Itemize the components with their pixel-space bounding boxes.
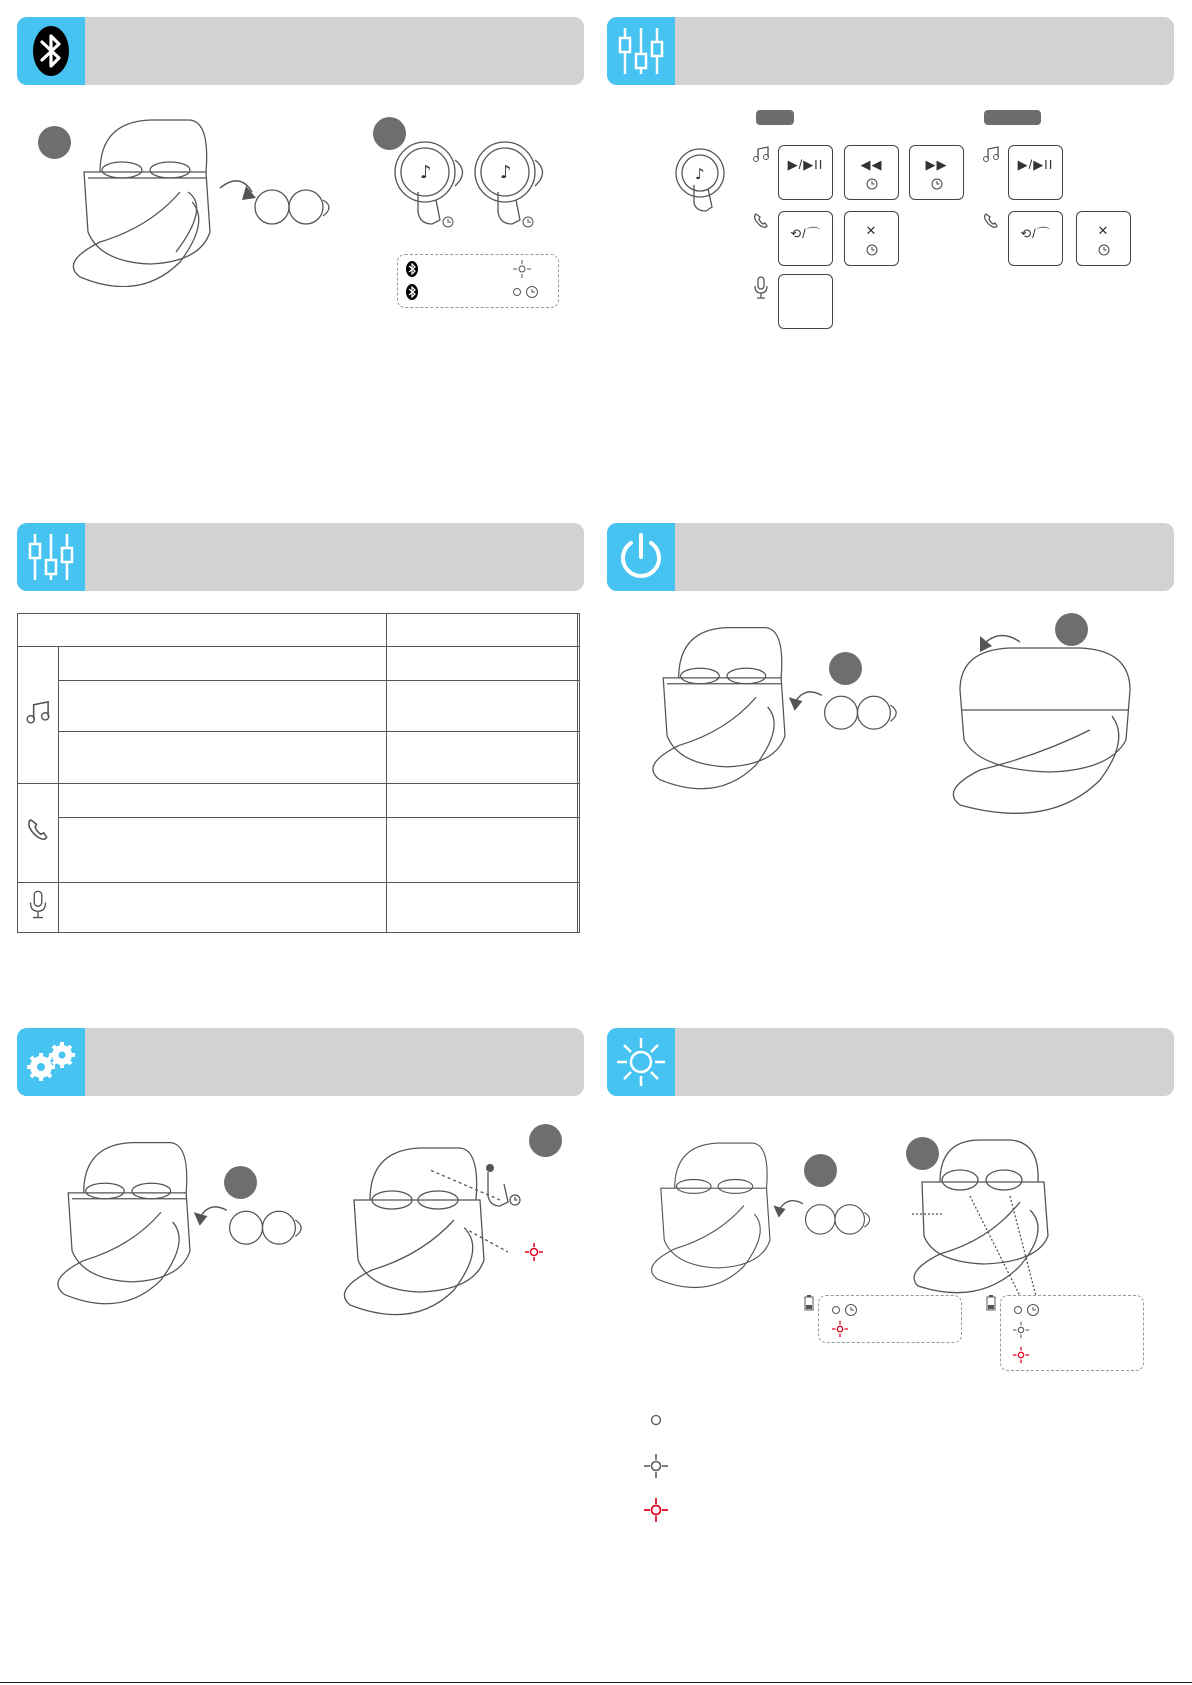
microphone-icon	[28, 887, 48, 923]
table-row	[18, 732, 580, 783]
legend-led-blinking-white-icon	[642, 1452, 670, 1480]
led-solid-clock-icon	[512, 285, 546, 299]
charging-case-open-illustration	[60, 112, 360, 287]
controls-banner	[607, 17, 1174, 85]
phone-icon	[25, 816, 51, 844]
page-bottom-rule	[0, 1682, 1192, 1683]
legend-led-blinking-red-icon	[642, 1496, 670, 1524]
led-blinking-red-icon	[831, 1320, 849, 1338]
pairing-status-box	[397, 254, 559, 308]
table-row	[18, 681, 580, 732]
led-solid-clock-icon	[1013, 1303, 1047, 1317]
earbuds-into-case-illustration	[45, 1132, 335, 1307]
controls-table-banner	[17, 523, 584, 591]
step-marker-2	[1055, 613, 1088, 646]
table-header-row	[18, 614, 580, 647]
case-reset-button-illustration	[340, 1140, 570, 1320]
legend-led-solid-icon	[649, 1413, 663, 1427]
earbud-touch-illustration	[670, 145, 740, 215]
next-symbol: ▶▶	[925, 157, 948, 172]
reject-symbol: ✕	[1097, 223, 1110, 238]
bluetooth-small-icon	[406, 284, 418, 300]
case-closed-illustration	[940, 620, 1140, 815]
clock-icon	[931, 178, 943, 190]
power-banner	[607, 523, 1174, 591]
step-marker-2	[529, 1124, 562, 1157]
step-marker-1	[804, 1154, 837, 1187]
phone-icon	[982, 212, 1000, 230]
earbuds-tap-illustration	[380, 140, 580, 240]
music-note-icon	[982, 145, 1000, 163]
svg-text:♪: ♪	[420, 162, 432, 183]
earbuds-into-case-illustration	[640, 1132, 900, 1292]
controls-table	[17, 613, 580, 933]
clock-icon	[866, 244, 878, 256]
music-note-icon	[752, 145, 770, 163]
answer-end-symbol: ⟲/⌒	[1020, 226, 1051, 241]
bluetooth-icon	[17, 17, 85, 85]
play-pause-button-left	[778, 145, 833, 200]
voice-assistant-button	[778, 274, 833, 329]
sliders-icon	[17, 523, 85, 591]
label-pill-left	[756, 110, 794, 125]
earbuds-battery-status-box	[1000, 1295, 1144, 1371]
bluetooth-small-icon	[406, 261, 418, 277]
phone-icon	[752, 212, 770, 230]
case-earbuds-charging-illustration	[910, 1136, 1060, 1306]
table-row	[18, 783, 580, 817]
reject-call-button-right	[1076, 211, 1131, 266]
step-marker-1	[224, 1166, 257, 1199]
reject-call-button-left	[844, 211, 899, 266]
reject-symbol: ✕	[865, 223, 878, 238]
battery-icon	[986, 1295, 996, 1311]
svg-text:♪: ♪	[695, 165, 705, 183]
led-blinking-red-icon	[1012, 1346, 1030, 1364]
pairing-banner	[17, 17, 584, 85]
answer-end-symbol: ⟲/⌒	[790, 226, 821, 241]
answer-end-call-button-right	[1008, 211, 1063, 266]
power-icon	[607, 523, 675, 591]
table-row	[18, 882, 580, 932]
clock-icon	[866, 178, 878, 190]
led-blinking-white-icon	[1012, 1321, 1030, 1339]
case-battery-status-box	[818, 1295, 962, 1343]
table-row	[18, 817, 580, 882]
reset-banner	[17, 1028, 584, 1096]
led-blinking-white-icon	[512, 259, 532, 279]
label-pill-right	[984, 110, 1041, 125]
play-pause-button-right	[1008, 145, 1063, 200]
previous-symbol: ◀◀	[860, 157, 883, 172]
sliders-icon	[607, 17, 675, 85]
answer-end-call-button-left	[778, 211, 833, 266]
sun-led-icon	[607, 1028, 675, 1096]
led-solid-clock-icon	[831, 1303, 865, 1317]
previous-track-button	[844, 145, 899, 200]
next-track-button	[909, 145, 964, 200]
microphone-icon	[753, 276, 769, 300]
earbuds-into-case-illustration	[640, 617, 930, 792]
step-marker-1	[829, 652, 862, 685]
play-pause-symbol: ▶/▶II	[787, 157, 824, 172]
clock-icon	[1098, 244, 1110, 256]
battery-icon	[804, 1295, 814, 1311]
gears-icon	[17, 1028, 85, 1096]
svg-text:♪: ♪	[500, 162, 512, 183]
play-pause-symbol: ▶/▶II	[1017, 157, 1054, 172]
indicators-banner	[607, 1028, 1174, 1096]
music-note-icon	[25, 698, 51, 726]
table-row	[18, 647, 580, 681]
